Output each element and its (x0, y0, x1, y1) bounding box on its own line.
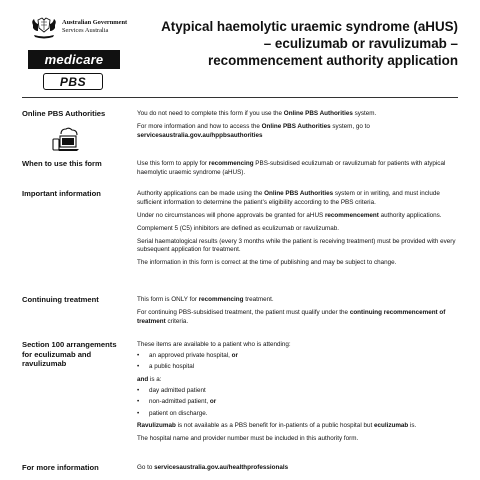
more-information-paragraph (137, 464, 461, 473)
more-information-label: For more information (22, 463, 99, 472)
list-item (137, 398, 461, 407)
text: Go to (137, 464, 155, 471)
text: For continuing PBS-subsidised treatment, the patient must qualify under the (137, 308, 350, 316)
text: system. (352, 110, 377, 117)
text: For more information and how to access the (137, 122, 262, 130)
section-100-label-line-3: ravulizumab (22, 359, 67, 369)
list-item: • patient on discharge. (137, 410, 461, 419)
important-information-content (137, 190, 461, 272)
pbs-logo (43, 73, 103, 90)
section-100-label (22, 340, 134, 369)
and-is-a-line (137, 376, 461, 385)
text: This form is ONLY for (137, 296, 199, 303)
text-bold: continuing recommencement of treatment (137, 308, 446, 325)
text: an approved private hospital, (149, 352, 232, 360)
text: Under no circumstances will phone approvals be granted for aHUS (137, 211, 325, 219)
patient-type-list (137, 387, 461, 418)
when-paragraph-1 (137, 160, 461, 177)
text: is not available as a PBS benefit for in-patients of a public hospital but (175, 422, 374, 430)
important-paragraph-5: The information in this form is correct at the time of publishing and may be subject to change. (137, 259, 397, 267)
hpbs-authorities-link[interactable]: servicesaustralia.gov.au/hppbsauthorities (137, 131, 263, 139)
important-paragraph-3: Complement 5 (C5) inhibitors are defined as eculizumab or ravulizumab. (137, 224, 339, 232)
text: is a: (148, 375, 162, 383)
hospital-name-note: The hospital name and provider number must be included in this authority form. (137, 435, 359, 443)
gov-line-1: Australian Government (62, 19, 128, 26)
list-item (137, 352, 461, 361)
important-paragraph-1 (137, 190, 461, 207)
continuing-paragraph-1 (137, 296, 461, 305)
when-to-use-label: When to use this form (22, 159, 102, 168)
text: Use this form to apply for (137, 160, 209, 167)
text-bold: or (231, 352, 238, 360)
header-divider (22, 97, 458, 98)
text: system or in writing, and must include sufficient information to determine the patient’s eligibility according to the PBS criteria. (137, 190, 440, 206)
online-authorities-label: Online PBS Authorities (22, 109, 106, 118)
section-100-content (137, 341, 461, 448)
pbs-logo-text: PBS (59, 74, 87, 89)
title-line-3: recommencement authority application (207, 53, 458, 68)
gov-line-2: Services Australia (62, 27, 109, 34)
text-bold: or (209, 398, 217, 406)
text: treatment. (243, 296, 274, 303)
text-bold: recommencement (324, 211, 379, 219)
text: PBS-subsidised eculizumab or ravulizumab for patients with atypical haemolytic uraemic syndrome (aHUS). (137, 160, 446, 176)
online-authorities-content (137, 110, 461, 145)
text-bold: Ravulizumab (137, 422, 176, 430)
text-bold: recommencing (208, 160, 254, 167)
text: is. (408, 422, 417, 430)
section-100-label-line-2: for eculizumab and (22, 349, 92, 359)
continuing-treatment-label: Continuing treatment (22, 295, 99, 304)
online-paragraph-1 (137, 110, 461, 119)
health-professionals-link[interactable]: servicesaustralia.gov.au/healthprofessionals (154, 464, 289, 471)
text: criteria. (165, 317, 189, 325)
section-100-label-line-1: Section 100 arrangements (22, 340, 117, 349)
important-paragraph-4: Serial haematological results (every 3 months while the patient is receiving treatment) must be provided with every subsequent application for treatment. (137, 237, 456, 254)
when-to-use-content (137, 160, 461, 182)
text-bold: and (137, 375, 149, 383)
title-line-1: Atypical haemolytic uraemic syndrome (aHUS) (161, 19, 458, 34)
coat-of-arms-icon (30, 16, 58, 40)
important-information-label: Important information (22, 189, 101, 198)
more-information-content (137, 464, 461, 477)
hospital-list (137, 352, 461, 372)
page-title (138, 18, 458, 69)
text-bold: Online PBS Authorities (264, 190, 334, 197)
text-bold: eculizumab (373, 422, 409, 430)
text: system, go to (330, 122, 370, 130)
government-wordmark (62, 19, 127, 35)
ravulizumab-note (137, 422, 461, 431)
online-paragraph-2 (137, 123, 461, 140)
text: Authority applications can be made using the (137, 190, 265, 197)
text: authority applications. (378, 211, 442, 219)
important-paragraph-2 (137, 212, 461, 221)
continuing-treatment-content (137, 296, 461, 331)
text-bold: Online PBS Authorities (283, 110, 353, 117)
computer-and-phone-icon (52, 127, 82, 153)
medicare-logo: medicare (28, 50, 120, 69)
list-item: • a public hospital (137, 363, 461, 372)
list-item: • day admitted patient (137, 387, 461, 396)
section-100-intro: These items are available to a patient who is attending: (137, 341, 291, 348)
text-bold: recommencing (198, 296, 244, 303)
text: You do not need to complete this form if you use the (137, 110, 284, 117)
title-line-2: – eculizumab or ravulizumab – (263, 36, 458, 51)
header (0, 0, 480, 98)
text-bold: Online PBS Authorities (261, 122, 331, 130)
continuing-paragraph-2 (137, 309, 461, 326)
text: non-admitted patient, (149, 398, 210, 406)
